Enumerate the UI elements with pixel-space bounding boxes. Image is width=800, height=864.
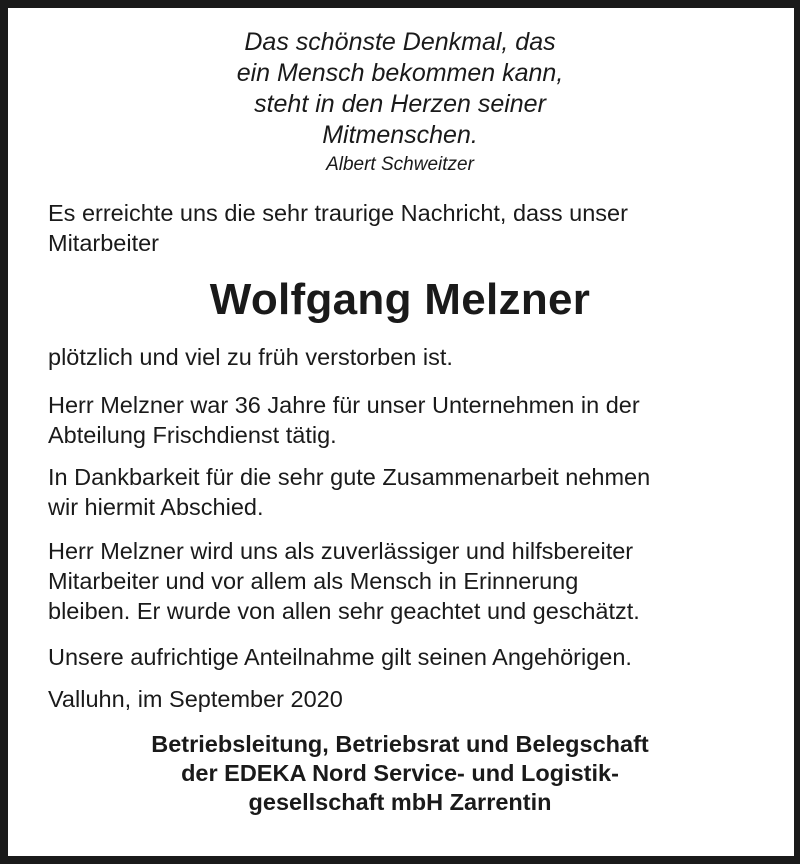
text-line: wir hiermit Abschied. [48,494,264,520]
intro-paragraph [48,198,768,258]
quote-text [0,27,800,151]
quote-line: steht in den Herzen seiner [254,90,546,118]
signature-block [0,730,800,817]
paragraph-death-notice [48,342,768,372]
text-line: Herr Melzner war 36 Jahre für unser Unternehmen in der [48,392,640,418]
quote-line: Das schönste Denkmal, das [244,28,556,56]
text-line: plötzlich und viel zu früh verstorben ist. [48,344,453,370]
text-line: Herr Melzner wird uns als zuverlässiger und hilfsbereiter [48,538,634,564]
deceased-name: Wolfgang Melzner [209,275,591,324]
text-line: Es erreichte uns die sehr traurige Nachricht, dass unser [48,200,628,226]
paragraph-remembrance [48,536,768,626]
paragraph-gratitude [48,462,768,522]
text-line: Unsere aufrichtige Anteilnahme gilt seinen Angehörigen. [48,644,632,670]
text-line: Abteilung Frischdienst tätig. [48,422,337,448]
place-and-date [48,684,768,714]
paragraph-condolence [48,642,768,672]
quote-line: Mitmenschen. [322,121,478,149]
signature-line: Betriebsleitung, Betriebsrat und Belegschaft [151,731,649,757]
signature-line: der EDEKA Nord Service- und Logistik- [181,760,619,786]
text-line: Mitarbeiter [48,230,160,256]
text-line: Valluhn, im September 2020 [48,686,343,712]
quote-author: Albert Schweitzer [326,154,474,175]
quote-line: ein Mensch bekommen kann, [236,59,564,87]
text-line: In Dankbarkeit für die sehr gute Zusammenarbeit nehmen [48,464,651,490]
text-line: Mitarbeiter und vor allem als Mensch in Erinnerung [48,568,579,594]
text-line: bleiben. Er wurde von allen sehr geachtet und geschätzt. [48,598,640,624]
paragraph-employment [48,390,768,450]
signature-line: gesellschaft mbH Zarrentin [248,789,552,815]
